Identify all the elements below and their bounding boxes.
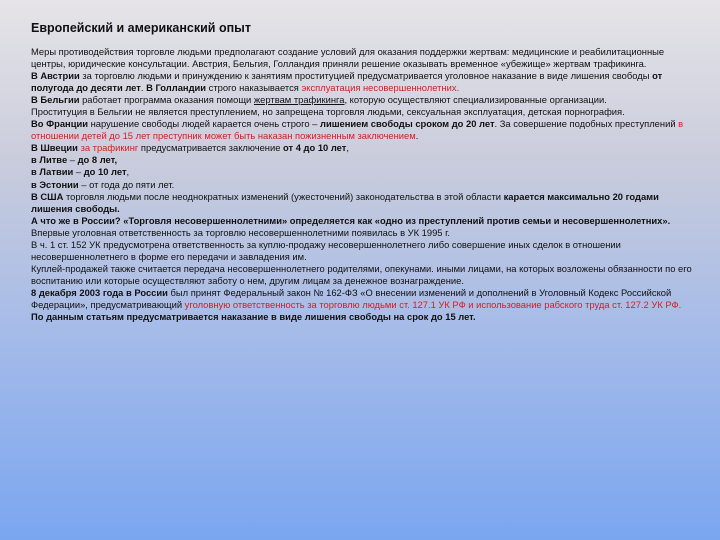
paragraph bbox=[31, 70, 693, 94]
paragraph bbox=[31, 46, 693, 70]
paragraph bbox=[31, 94, 693, 106]
text-run: уголовную ответственность за торговлю людьми ст. 127.1 УК РФ и использование рабского труда ст. 127.2 УК РФ. bbox=[184, 298, 682, 310]
text-run: до 10 лет bbox=[83, 166, 127, 178]
text-run: предусматривается заключение bbox=[138, 142, 284, 154]
paragraph bbox=[31, 154, 693, 166]
text-run: В Швеции bbox=[31, 142, 78, 154]
text-run: торговля людьми после неоднократных изменений (ужесточений) законодательства в этой области bbox=[63, 190, 504, 202]
text-run: до 8 лет, bbox=[77, 154, 118, 166]
paragraph bbox=[31, 166, 693, 178]
text-run: был принят Федеральный закон № 162-ФЗ «О внесении изменений и дополнений в Уголовный Кодекс Российской Федерации», предусматривающий bbox=[31, 286, 672, 310]
text-run: за трафикинг bbox=[80, 142, 139, 154]
text-run: от полугода до десяти лет bbox=[31, 70, 663, 94]
text-run: 8 декабря 2003 года в России bbox=[31, 286, 168, 298]
text-run: . bbox=[415, 130, 419, 142]
text-run: в Эстонии bbox=[31, 178, 79, 190]
paragraph bbox=[31, 287, 693, 311]
text-run: от 4 до 10 лет bbox=[283, 142, 347, 154]
paragraph bbox=[31, 239, 693, 263]
text-run: Меры противодействия торговле людьми предполагают создание условий для оказания поддержки жертвам: медицинские и реабилитационные центры, юридические консультации. Австрия, Бельгия, Голландия приняли решение оказывать временное «убежище» жертвам трафикинга. bbox=[31, 46, 665, 70]
text-run: эксплуатация несовершеннолетних. bbox=[301, 82, 460, 94]
text-run: в Латвии bbox=[31, 166, 74, 178]
text-run: Впервые уголовная ответственность за торговлю несовершеннолетними появилась в УК 1995 г. bbox=[31, 226, 451, 238]
text-run: за торговлю людьми и принуждению к занятиям проституцией предусматривается уголовное наказание в виде лишения свободы bbox=[79, 70, 653, 82]
text-run: , которую осуществляют специализированные организации. bbox=[344, 94, 607, 106]
text-run: . За совершение подобных преступлений bbox=[494, 118, 679, 130]
text-run: строго наказывается bbox=[206, 82, 302, 94]
text-run: . bbox=[140, 82, 147, 94]
paragraph bbox=[31, 106, 693, 118]
text-run: В ч. 1 ст. 152 УК предусмотрена ответственность за куплю-продажу несовершеннолетнего либо совершение иных сделок в отношении несовершеннолетнего в форме его передачи и завладения им. bbox=[31, 238, 621, 262]
text-run: Во Франции bbox=[31, 118, 88, 130]
text-run: в отношении детей до 15 лет преступник может быть наказан пожизненным заключением bbox=[31, 118, 684, 142]
paragraph bbox=[31, 311, 693, 323]
text-run: – bbox=[73, 166, 84, 178]
text-run: в Литве bbox=[31, 154, 68, 166]
text-run: лишением свободы сроком до 20 лет bbox=[320, 118, 495, 130]
text-run: , bbox=[126, 166, 130, 178]
text-run: лишения свободы на срок до 15 лет. bbox=[304, 311, 476, 323]
text-run: работает программа оказания помощи bbox=[79, 94, 254, 106]
text-run: А что же в России? «Торговля несовершеннолетними» определяется как «одно из преступлений против семьи и несовершеннолетних». bbox=[31, 214, 671, 226]
text-run: жертвам трафикинга bbox=[253, 94, 345, 106]
text-run: Проституция в Бельгии не является преступлением, но запрещена торговля людьми, сексуальная эксплуатация, детская порнография. bbox=[31, 106, 625, 118]
text-run: – от года до пяти лет. bbox=[78, 178, 175, 190]
paragraph bbox=[31, 191, 693, 215]
text-run: карается максимально 20 годами лишения свободы. bbox=[31, 190, 659, 214]
text-run: В Бельгии bbox=[31, 94, 80, 106]
text-run: По данным статьям предусматривается наказание в виде bbox=[31, 311, 305, 323]
text-run: нарушение свободы людей карается очень строго – bbox=[88, 118, 320, 130]
text-run: Куплей-продажей также считается передача несовершеннолетнего родителями, опекунами. иными лицами, на которых возложены обязанности по его воспитанию или которые осуществляют заботу о нем, другим лицам за денежное вознаграждение. bbox=[31, 262, 692, 286]
paragraph bbox=[31, 215, 693, 239]
text-run: В Голландии bbox=[146, 82, 207, 94]
paragraph bbox=[31, 118, 693, 142]
paragraph bbox=[31, 142, 693, 154]
text-run: – bbox=[67, 154, 78, 166]
paragraph bbox=[31, 263, 693, 287]
slide-body bbox=[31, 46, 693, 323]
paragraph bbox=[31, 179, 693, 191]
text-run: В Австрии bbox=[31, 70, 80, 82]
slide-title: Европейский и американский опыт bbox=[31, 21, 251, 35]
text-run: В США bbox=[31, 190, 64, 202]
text-run: , bbox=[346, 142, 349, 154]
